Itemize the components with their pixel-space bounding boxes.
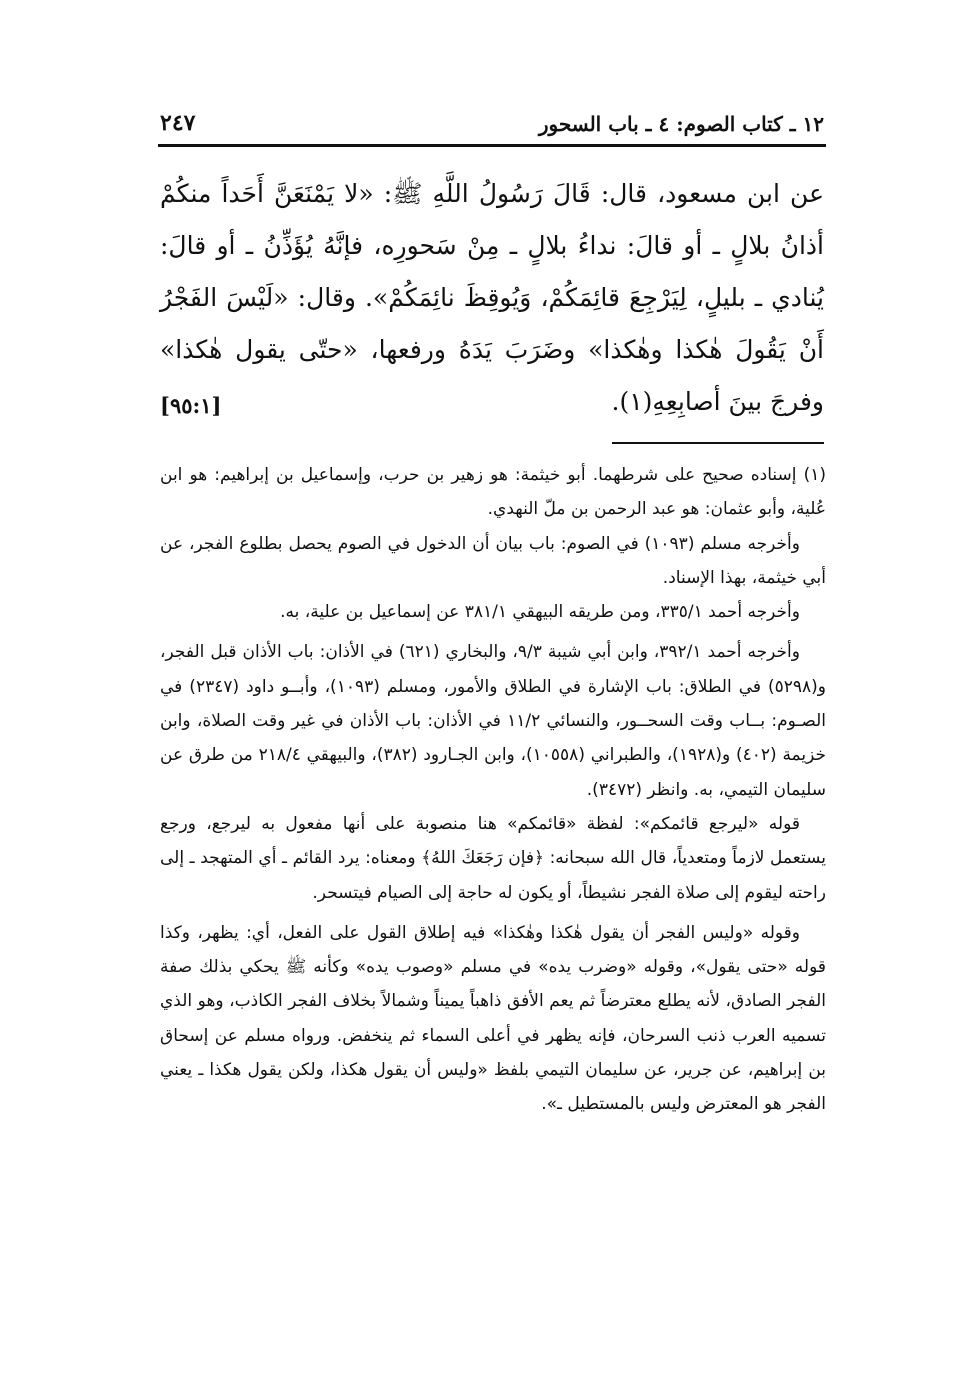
footnote-paragraph: وأخرجه مسلم (١٠٩٣) في الصوم: باب بيان أن الدخول في الصوم يحصل بطلوع الفجر، عن أبي خيثمة، بهذا الإسناد.: [160, 533, 826, 588]
footnote-paragraph: وأخرجه أحمد ٣٣٥/١، ومن طريقه البيهقي ٣٨١/١ عن إسماعيل بن علية، به.: [280, 602, 800, 623]
running-head: ١٢ ـ كتاب الصوم: ٤ ـ باب السحور: [538, 112, 824, 136]
footnote-paragraph: وقوله «وليس الفجر أن يقول هٰكذا وهٰكذا» فيه إطلاق القول على الفعل، أي: يظهر، وكذا قوله «حتى يقول»، وقوله «وضرب يده» في مسلم «وصوب يده» وكأنه ﷺ يحكي بذلك صفة الفجر الصادق، لأنه يطلع معترضاً ثم يعم الأفق ذاهباً يميناً وشمالاً بخلاف الفجر الكاذب، وهو الذي تسميه العرب ذنب السرحان، فإنه يظهر في أعلى السماء ثم ينخفض. ورواه مسلم عن إسحاق بن إبراهيم، عن جرير، عن سليمان التيمي بلفظ «وليس أن يقول هكذا، ولكن يقول هكذا ـ يعني الفجر هو المعترض وليس بالمستطيل ـ».: [160, 922, 826, 1115]
footnotes: [160, 458, 826, 1122]
hadith-text: [160, 168, 824, 432]
page-number: ٢٤٧: [160, 110, 196, 136]
hadith-body: عن ابن مسعود، قال: قَالَ رَسُولُ اللَّهِ ﷺ: «لا يَمْنَعَنَّ أَحَداً منكُمْ أذانُ بلالٍ ـ أو قالَ: نداءُ بلالٍ ـ مِنْ سَحورِه، فإنَّهُ يُؤَذِّنُ ـ أو قالَ: يُنادي ـ بليلٍ، لِيَرْجِعَ قائِمَكُمْ، وَيُوقِظَ نائِمَكُمْ». وقال: «لَيْسَ الفَجْرُ أَنْ يَقُولَ هٰكذا وهٰكذا» وضَرَبَ يَدَهُ ورفعها، «حتّى يقول هٰكذا» وفرجَ بينَ أصابِعِهِ(١).: [160, 179, 824, 416]
header-rule: [158, 144, 826, 147]
footnote-paragraph: قوله «ليرجع قائمكم»: لفظة «قائمكم» هنا منصوبة على أنها مفعول به ليرجع، ورجع يستعمل لازماً ومتعدياً، قال الله سبحانه: ﴿فإن رَجَعَكَ اللهُ﴾ ومعناه: يرد القائم ـ أي المتهجد ـ إلى راحته ليقوم إلى صلاة الفجر نشيطاً، أو يكون له حاجة إلى الصيام فيتسحر.: [160, 813, 826, 903]
hadith-paragraph: [160, 168, 824, 428]
footnote-paragraph: (١) إسناده صحيح على شرطهما. أبو خيثمة: هو زهير بن حرب، وإسماعيل بن إبراهيم: هو ابن عُلية، وأبو عثمان: هو عبد الرحمن بن ملّ النهدي.: [160, 465, 826, 520]
footnote-separator: [612, 442, 824, 444]
hadith-reference: [٩٥:١]: [160, 393, 222, 418]
footnote-paragraph: وأخرجه أحمد ٣٩٢/١، وابن أبي شيبة ٩/٣، والبخاري (٦٢١) في الأذان: باب الأذان قبل الفجر، و(٥٢٩٨) في الطلاق: باب الإشارة في الطلاق والأمور، ومسلم (١٠٩٣)، وأبــو داود (٢٣٤٧) في الصـوم: بــاب وقت السحــور، والنسائي ١١/٢ في الأذان: باب الأذان في غير وقت الصلاة، وابن خزيمة (٤٠٢) و(١٩٢٨)، والطبراني (١٠٥٥٨)، وابن الجـارود (٣٨٢)، والبيهقي ٢١٨/٤ من طرق عن سليمان التيمي، به. وانظر (٣٤٧٢).: [160, 642, 827, 800]
page-header: [158, 108, 824, 142]
